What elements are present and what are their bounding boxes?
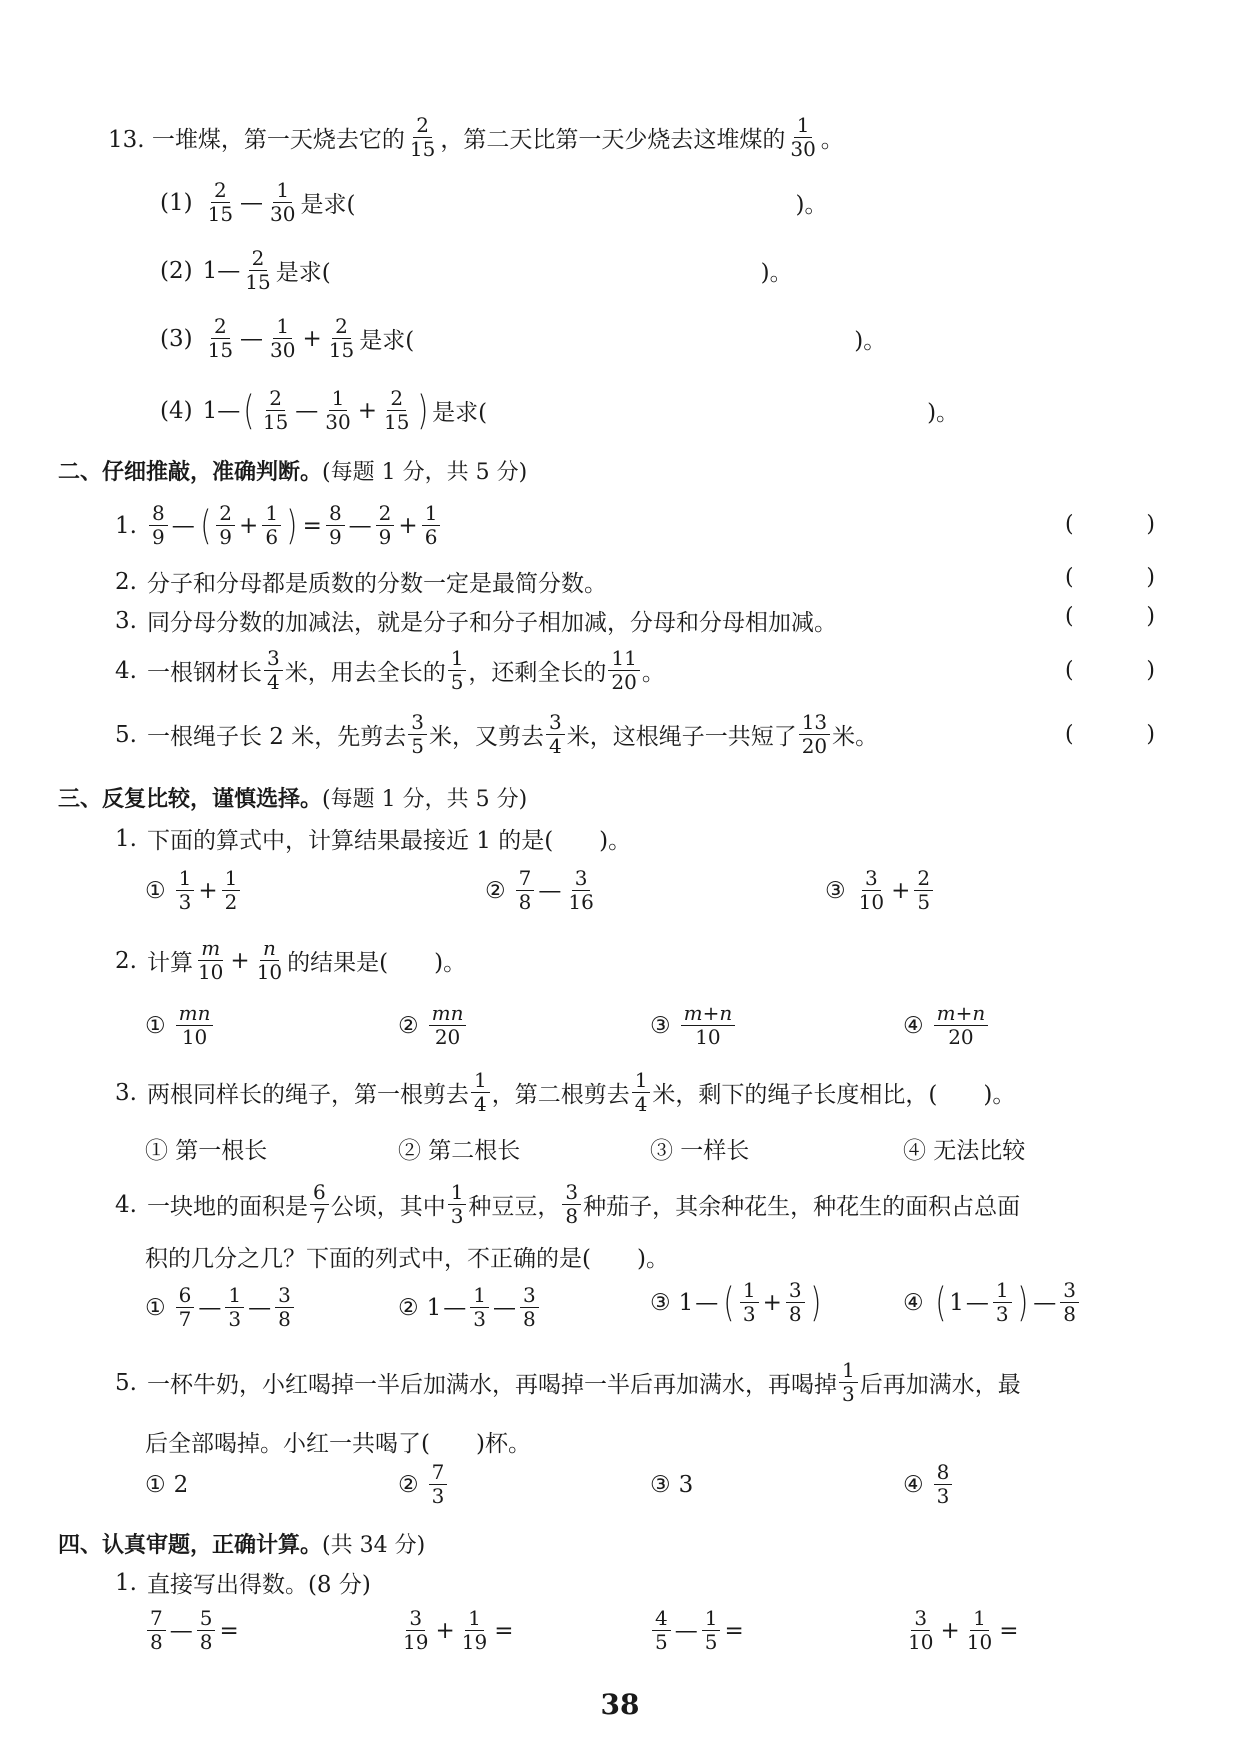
fraction xyxy=(242,248,273,293)
denominator: 4 xyxy=(473,1092,487,1116)
fraction xyxy=(254,938,285,983)
numerator: 8 xyxy=(326,503,345,526)
fraction xyxy=(448,648,467,693)
fraction xyxy=(422,503,441,548)
choice-q5-line2: 后全部喝掉。小红一共喝了( )杯。 xyxy=(145,1431,531,1457)
numerator: 2 xyxy=(413,115,432,138)
choice-q2: 2. 计算 $\frac{m}{10}$ + $\frac{n}{10}$ 的结果是( )。 xyxy=(115,936,467,984)
numerator: 2 xyxy=(266,388,285,411)
denominator: 5 xyxy=(655,1630,668,1654)
denominator: 30 xyxy=(790,137,816,161)
numerator: 3 xyxy=(572,868,591,891)
numerator: 2 xyxy=(211,316,230,339)
choice-q2-option-4[interactable]: ④ $\frac{m+n}{20}$ xyxy=(903,1003,990,1048)
fraction xyxy=(520,1285,539,1330)
numerator: 1 xyxy=(740,1280,759,1303)
choice-q2-option-3[interactable]: ③ $\frac{m+n}{10}$ xyxy=(650,1003,737,1048)
operator: + xyxy=(940,1617,960,1644)
numerator: 13 xyxy=(799,712,830,735)
denominator: 10 xyxy=(695,1025,721,1049)
numerator: 3 xyxy=(862,868,881,891)
judge-bracket-2[interactable]: ( ) xyxy=(1065,565,1155,590)
numerator: m xyxy=(198,938,223,961)
fraction xyxy=(681,1003,736,1048)
q13-sub-2: (2) 1— $\frac{2}{15}$ 是求( )。 xyxy=(160,246,793,294)
denominator: 8 xyxy=(150,1630,163,1654)
denominator: 10 xyxy=(966,1630,993,1654)
parenthesis: ) xyxy=(1016,1279,1028,1326)
operator: + xyxy=(891,877,911,904)
numerator: 1 xyxy=(222,868,241,891)
numerator: 6 xyxy=(310,1182,329,1205)
choice-q3-option-3[interactable]: ③ 一样长 xyxy=(650,1138,750,1164)
denominator: 30 xyxy=(270,202,296,226)
choice-q1-option-3[interactable]: ③ $\frac{3}{10}$ + $\frac{2}{5}$ xyxy=(825,868,935,913)
operator: — xyxy=(171,512,195,539)
operator: — xyxy=(240,325,264,352)
judge-item-5: 5. 一根绳子长 2 米，先剪去 $\frac{3}{5}$ 米，又剪去 $\frac{3}{4}$ 米，这根绳子一共短了 $\frac{13}{20}$ 米。 xyxy=(115,710,879,758)
q13-sub-3: (3) $\frac{2}{15}$ — $\frac{1}{30}$ + $\frac{2}{15}$ 是求( )。 xyxy=(160,314,887,362)
fraction xyxy=(222,868,241,913)
operator: — xyxy=(695,1289,719,1316)
denominator: 3 xyxy=(995,1302,1009,1326)
choice-q5: 5. 一杯牛奶，小红喝掉一半后加满水，再喝掉一半后再加满水，再喝掉 $\frac{1}{3}$ 后再加满水，最 xyxy=(115,1358,1021,1406)
operator: + xyxy=(398,512,418,539)
operator: — xyxy=(538,877,562,904)
fraction xyxy=(262,503,281,548)
fraction xyxy=(400,1608,431,1653)
operator: = xyxy=(219,1617,239,1644)
judge-bracket-3[interactable]: ( ) xyxy=(1065,604,1155,629)
calc-item-3[interactable] xyxy=(650,1608,746,1653)
numerator: 2 xyxy=(216,503,235,526)
choice-q2-option-1[interactable]: ① $\frac{mn}{10}$ xyxy=(145,1003,215,1048)
numerator: mn xyxy=(429,1003,467,1026)
numerator: 2 xyxy=(914,868,933,891)
operator: — xyxy=(443,1294,467,1321)
numerator: 8 xyxy=(934,1462,953,1485)
operator: = xyxy=(302,512,322,539)
denominator: 5 xyxy=(450,670,464,694)
numerator: 2 xyxy=(332,316,351,339)
numerator: 3 xyxy=(562,1182,581,1205)
fraction xyxy=(176,868,195,913)
numerator: 1 xyxy=(176,868,195,891)
section-2-title: 二、仔细推敲，准确判断。 (每题 1 分，共 5 分) xyxy=(58,460,528,485)
numerator: 3 xyxy=(911,1608,930,1631)
judge-item-4: 4. 一根钢材长 $\frac{3}{4}$ 米，用去全长的 $\frac{1}{5}$ ，还剩全长的 $\frac{11}{20}$ 。 xyxy=(115,646,665,694)
fraction xyxy=(1060,1280,1079,1325)
choice-q4-option-2[interactable]: ② 1 — $\frac{1}{3}$ — $\frac{3}{8}$ xyxy=(398,1285,541,1330)
fraction xyxy=(205,316,236,361)
denominator: 15 xyxy=(262,410,289,434)
q13-sub-1: (1) $\frac{2}{15}$ — $\frac{1}{30}$ 是求( )。 xyxy=(160,178,828,226)
denominator: 5 xyxy=(704,1630,718,1654)
operator: = xyxy=(724,1617,744,1644)
choice-q1-option-1[interactable]: ① $\frac{1}{3}$ + $\frac{1}{2}$ xyxy=(145,868,242,913)
parenthesis: ( xyxy=(723,1279,735,1326)
denominator: 16 xyxy=(568,890,594,914)
choice-q5-option-3[interactable]: ③ 3 xyxy=(650,1472,694,1498)
fraction xyxy=(608,648,639,693)
fraction xyxy=(147,1608,166,1653)
fraction xyxy=(275,1285,294,1330)
operator: + xyxy=(302,325,322,352)
numerator: 3 xyxy=(546,712,565,735)
numerator: n xyxy=(260,938,279,961)
denominator: 15 xyxy=(207,202,234,226)
fraction xyxy=(905,1608,936,1653)
numerator: 1 xyxy=(471,1070,490,1093)
denominator: 4 xyxy=(548,734,562,758)
choice-q1: 1. 下面的算式中，计算结果最接近 1 的是( )。 xyxy=(115,825,632,854)
parenthesis: ( xyxy=(243,387,255,434)
numerator: 1 xyxy=(225,1285,244,1308)
operator: + xyxy=(435,1617,455,1644)
fraction xyxy=(267,180,298,225)
numerator: 1 xyxy=(273,316,292,339)
fraction xyxy=(470,1285,489,1330)
denominator: 7 xyxy=(178,1307,192,1331)
numerator: 2 xyxy=(376,503,395,526)
denominator: 8 xyxy=(278,1307,291,1331)
fraction xyxy=(326,503,345,548)
fraction xyxy=(562,1182,581,1227)
calc-item-2[interactable] xyxy=(398,1608,515,1653)
fraction xyxy=(195,938,226,983)
numerator: 1 xyxy=(422,503,441,526)
denominator: 10 xyxy=(908,1630,934,1654)
numerator: 2 xyxy=(211,180,230,203)
fraction xyxy=(799,712,830,757)
fraction xyxy=(429,1462,448,1507)
fraction xyxy=(310,1182,329,1227)
numerator: 2 xyxy=(387,388,406,411)
fraction xyxy=(740,1280,759,1325)
numerator: 5 xyxy=(197,1608,216,1631)
fraction xyxy=(459,1608,490,1653)
denominator: 3 xyxy=(742,1302,756,1326)
fraction xyxy=(197,1608,216,1653)
section-3-title: 三、反复比较，谨慎选择。 (每题 1 分，共 5 分) xyxy=(58,787,528,812)
denominator: 20 xyxy=(434,1025,461,1049)
choice-q4-option-1[interactable]: ① $\frac{6}{7}$ — $\frac{1}{3}$ — $\frac{3}{8}$ xyxy=(145,1285,296,1330)
judge-item-1: 1. $\frac{8}{9}$ — ( $\frac{2}{9}$ + $\frac{1}{6}$ ) = $\frac{8}{9}$ — $\frac{2}{9}$ + $\frac{1}{6}$ xyxy=(115,503,442,548)
numerator: 1 xyxy=(970,1608,989,1631)
choice-q3-option-2[interactable]: ② 第二根长 xyxy=(398,1138,521,1164)
fraction xyxy=(702,1608,721,1653)
denominator: 20 xyxy=(801,734,828,758)
denominator: 8 xyxy=(523,1307,536,1331)
denominator: 9 xyxy=(219,525,233,549)
numerator: 11 xyxy=(608,648,639,671)
fraction xyxy=(264,648,283,693)
fraction xyxy=(408,712,427,757)
denominator: 20 xyxy=(611,670,637,694)
numerator: m+n xyxy=(934,1003,989,1026)
operator: — xyxy=(248,1294,272,1321)
judge-item-2: 2. 分子和分母都是质数的分数一定是最简分数。 xyxy=(115,568,607,597)
operator: — xyxy=(198,1294,222,1321)
operator: = xyxy=(494,1617,514,1644)
denominator: 15 xyxy=(245,270,271,294)
fraction xyxy=(516,868,535,913)
denominator: 3 xyxy=(936,1484,950,1508)
fraction xyxy=(260,388,291,433)
operator: = xyxy=(999,1617,1019,1644)
numerator: 1 xyxy=(470,1285,489,1308)
fraction xyxy=(216,503,235,548)
denominator: 15 xyxy=(207,338,234,362)
fraction xyxy=(565,868,596,913)
denominator: 8 xyxy=(199,1630,213,1654)
numerator: 1 xyxy=(632,1070,651,1093)
denominator: 9 xyxy=(328,525,342,549)
denominator: 10 xyxy=(256,960,283,984)
fraction xyxy=(839,1360,858,1405)
numerator: 1 xyxy=(702,1608,721,1631)
operator: — xyxy=(493,1294,516,1321)
numerator: 2 xyxy=(249,248,268,271)
choice-q4-option-3[interactable]: ③ 1 — ( $\frac{1}{3}$ + $\frac{3}{8}$ ) xyxy=(650,1278,821,1326)
choice-q3-option-1[interactable]: ① 第一根长 xyxy=(145,1138,268,1164)
numerator: 1 xyxy=(794,115,813,138)
numerator: 3 xyxy=(408,712,427,735)
denominator: 8 xyxy=(1063,1302,1076,1326)
denominator: 5 xyxy=(411,734,424,758)
fraction xyxy=(471,1070,490,1115)
choice-q4-option-4[interactable]: ④ ( 1 — $\frac{1}{3}$ ) — $\frac{3}{8}$ xyxy=(903,1280,1081,1325)
numerator: 1 xyxy=(273,180,292,203)
operator: + xyxy=(357,397,378,424)
operator: + xyxy=(239,512,259,539)
operator: — xyxy=(240,189,264,216)
choice-q4: 4. 一块地的面积是 $\frac{6}{7}$ 公顷，其中 $\frac{1}{3}$ 种豆豆， $\frac{3}{8}$ 种茄子，其余种花生，种花生的面积占总面 xyxy=(115,1180,1021,1228)
operator: — xyxy=(295,397,319,424)
fraction xyxy=(322,388,353,433)
fraction xyxy=(448,1182,467,1227)
parenthesis: ( xyxy=(200,502,211,549)
judge-bracket-5[interactable]: ( ) xyxy=(1065,722,1155,747)
fraction xyxy=(786,1280,805,1325)
choice-q2-option-2[interactable]: ② $\frac{mn}{20}$ xyxy=(398,1003,468,1048)
fraction xyxy=(407,115,438,160)
choice-q4-line2: 积的几分之几？下面的列式中，不正确的是( )。 xyxy=(145,1246,669,1272)
operator: — xyxy=(348,512,372,539)
denominator: 8 xyxy=(518,890,532,914)
numerator: 7 xyxy=(147,1608,166,1631)
operator: — xyxy=(965,1289,989,1316)
denominator: 9 xyxy=(378,525,392,549)
fraction xyxy=(934,1003,989,1048)
parenthesis: ) xyxy=(417,387,429,434)
numerator: 6 xyxy=(176,1285,195,1308)
fraction xyxy=(993,1280,1012,1325)
numerator: 8 xyxy=(149,503,168,526)
operator: + xyxy=(762,1289,782,1316)
fraction xyxy=(934,1462,953,1507)
q13-sub-4: (4) 1— ( $\frac{2}{15}$ — $\frac{1}{30}$ + $\frac{2}{15}$ ) 是求( )。 xyxy=(160,386,960,434)
fraction xyxy=(429,1003,467,1048)
parenthesis: ) xyxy=(809,1279,821,1326)
fraction xyxy=(914,868,933,913)
choice-q5-option-2[interactable]: ② $\frac{7}{3}$ xyxy=(398,1462,449,1507)
numerator: 3 xyxy=(264,648,283,671)
denominator: 7 xyxy=(312,1204,326,1228)
numerator: 3 xyxy=(520,1285,539,1308)
page-number: 38 xyxy=(600,1688,640,1721)
numerator: 1 xyxy=(839,1360,858,1383)
denominator: 3 xyxy=(431,1484,445,1508)
denominator: 2 xyxy=(224,890,238,914)
denominator: 30 xyxy=(270,338,296,362)
fraction xyxy=(856,868,887,913)
denominator: 10 xyxy=(858,890,885,914)
judge-bracket-4[interactable]: ( ) xyxy=(1065,658,1155,683)
denominator: 5 xyxy=(917,890,931,914)
operator: — xyxy=(1033,1289,1057,1316)
numerator: 1 xyxy=(993,1280,1012,1303)
denominator: 15 xyxy=(409,137,436,161)
numerator: 1 xyxy=(329,388,348,411)
fraction xyxy=(964,1608,995,1653)
fraction xyxy=(652,1608,671,1653)
denominator: 4 xyxy=(266,670,280,694)
choice-q1-option-2[interactable]: ② $\frac{7}{8}$ — $\frac{3}{16}$ xyxy=(485,868,599,913)
calc-item-4[interactable] xyxy=(903,1608,1020,1653)
section-4-title: 四、认真审题，正确计算。 (共 34 分) xyxy=(58,1533,426,1558)
numerator: 1 xyxy=(448,648,467,671)
numerator: 7 xyxy=(429,1462,448,1485)
operator: — xyxy=(169,1617,193,1644)
denominator: 4 xyxy=(634,1092,648,1116)
denominator: 3 xyxy=(228,1307,242,1331)
choice-q3: 3. 两根同样长的绳子，第一根剪去 $\frac{1}{4}$ ，第二根剪去 $\frac{1}{4}$ 米，剩下的绳子长度相比，( )。 xyxy=(115,1068,1016,1116)
choice-q5-option-1[interactable]: ① 2 xyxy=(145,1472,189,1498)
denominator: 10 xyxy=(181,1025,208,1049)
fraction xyxy=(546,712,565,757)
denominator: 19 xyxy=(403,1630,429,1654)
parenthesis: ) xyxy=(286,502,298,549)
numerator: 3 xyxy=(275,1285,294,1308)
fraction xyxy=(326,316,357,361)
denominator: 15 xyxy=(328,338,355,362)
numerator: 3 xyxy=(786,1280,805,1303)
numerator: 1 xyxy=(465,1608,484,1631)
q13-stem: 13. 一堆煤，第一天烧去它的 $\frac{2}{15}$ ，第二天比第一天少烧去这堆煤的 $\frac{1}{30}$ 。 xyxy=(108,113,844,161)
denominator: 19 xyxy=(461,1630,488,1654)
denominator: 10 xyxy=(197,960,224,984)
fraction xyxy=(381,388,412,433)
fraction xyxy=(225,1285,244,1330)
operator: — xyxy=(674,1617,698,1644)
numerator: 3 xyxy=(406,1608,425,1631)
denominator: 15 xyxy=(384,410,410,434)
fraction xyxy=(376,503,395,548)
fraction xyxy=(176,1003,214,1048)
fraction xyxy=(787,115,818,160)
denominator: 9 xyxy=(151,525,165,549)
numerator: 7 xyxy=(516,868,535,891)
calc-q1: 1. 直接写出得数。(8 分) xyxy=(115,1569,371,1598)
denominator: 6 xyxy=(265,525,279,549)
denominator: 6 xyxy=(424,525,438,549)
parenthesis: ( xyxy=(934,1279,946,1326)
denominator: 30 xyxy=(325,410,351,434)
denominator: 8 xyxy=(565,1204,579,1228)
fraction xyxy=(205,180,236,225)
denominator: 3 xyxy=(473,1307,486,1331)
choice-q3-option-4[interactable]: ④ 无法比较 xyxy=(903,1138,1026,1164)
denominator: 20 xyxy=(948,1025,974,1049)
fraction xyxy=(632,1070,651,1115)
numerator: m+n xyxy=(681,1003,736,1026)
denominator: 3 xyxy=(841,1382,855,1406)
judge-bracket-1[interactable]: ( ) xyxy=(1065,512,1155,537)
numerator: 1 xyxy=(262,503,281,526)
fraction xyxy=(149,503,168,548)
judge-item-3: 3. 同分母分数的加减法，就是分子和分子相加减，分母和分母相加减。 xyxy=(115,607,837,636)
choice-q5-option-4[interactable]: ④ $\frac{8}{3}$ xyxy=(903,1462,954,1507)
calc-item-1[interactable] xyxy=(145,1608,241,1653)
numerator: mn xyxy=(176,1003,214,1026)
numerator: 4 xyxy=(652,1608,671,1631)
fraction xyxy=(267,316,298,361)
numerator: 3 xyxy=(1060,1280,1079,1303)
operator: + xyxy=(230,947,250,974)
denominator: 3 xyxy=(450,1204,464,1228)
denominator: 8 xyxy=(788,1302,802,1326)
operator: + xyxy=(198,877,218,904)
fraction xyxy=(176,1285,195,1330)
numerator: 1 xyxy=(448,1182,467,1205)
denominator: 3 xyxy=(178,890,192,914)
